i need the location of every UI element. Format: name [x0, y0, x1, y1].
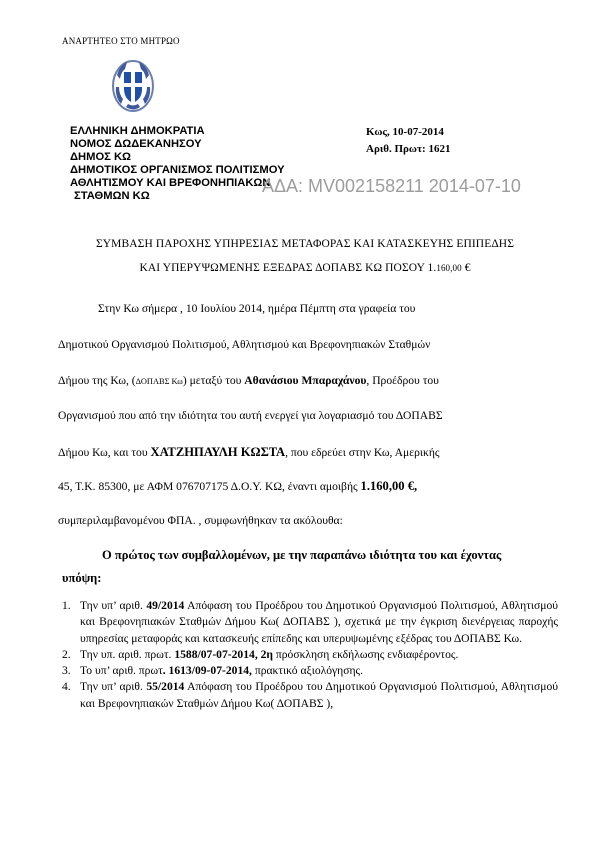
fee-amount: 1.160,00 €,	[360, 479, 418, 493]
header-line: ΑΘΛΗΤΙΣΜΟΥ ΚΑΙ ΒΡΕΦΟΝΗΠΙΑΚΩΝ	[70, 177, 271, 189]
paragraph-line: Στην Κω σήμερα , 10 Ιουλίου 2014, ημέρα Πέμπτη στα γραφεία του	[98, 302, 416, 315]
contract-title	[40, 232, 570, 280]
president-name: Αθανάσιου Μπαραχάνου	[244, 374, 367, 387]
considerations-list	[62, 598, 558, 712]
list-item: 3. Το υπ’ αριθ. πρωτ. 1613/09-07-2014, πρακτικό αξιολόγησης.	[62, 664, 364, 678]
greek-coat-of-arms-icon	[111, 57, 155, 115]
list-item: 2. Την υπ. αριθ. πρωτ. 1588/07-07-2014, 2η πρόσκληση εκδήλωσης ενδιαφέροντος.	[62, 647, 459, 661]
paragraph-line: συμπεριλαμβανομένου ΦΠΑ. , συμφωνήθηκαν τα ακόλουθα:	[58, 514, 343, 527]
document-date: Κως, 10-07-2014	[366, 126, 444, 138]
header-line: ΔΗΜΟΤΙΚΟΣ ΟΡΓΑΝΙΣΜΟΣ ΠΟΛΙΤΙΣΜΟΥ	[70, 164, 285, 176]
paragraph-line: Δήμου Κω, και του ΧΑΤΖΗΠΑΥΛΗ ΚΩΣΤΑ, που εδρεύει στην Κω, Αμερικής	[58, 445, 440, 459]
protocol-number: Αριθ. Πρωτ: 1621	[366, 143, 451, 155]
title-line-1: ΣΥΜΒΑΣΗ ΠΑΡΟΧΗΣ ΥΠΗΡΕΣΙΑΣ ΜΕΤΑΦΟΡΑΣ ΚΑΙ ΚΑΤΑΣΚΕΥΗΣ ΕΠΙΠΕΔΗΣ	[95, 238, 515, 250]
list-item: 1. Την υπ’ αριθ. 49/2014 Απόφαση του Προέδρου του Δημοτικού Οργανισμού Πολιτισμού, Αθλητισμού και Βρεφονηπιακών Σταθμών Δήμου Κω( ΔΟΠΑΒΣ ), σχετικά με την έγκριση διενέργειας παροχής υπηρεσίας μεταφοράς και κατασκευής επίπεδης και υπερυψωμένης εξέδρας του ΔΟΠΑΒΣ Κω.	[62, 599, 558, 645]
paragraph-line: Οργανισμού που από την ιδιότητα του αυτή ενεργεί για λογαριασμό του ΔΟΠΑΒΣ	[58, 409, 443, 422]
title-line-2: ΚΑΙ ΥΠΕΡΥΨΩΜΕΝΗΣ ΕΞΕΔΡΑΣ ΔΟΠΑΒΣ ΚΩ ΠΟΣΟΥ 1.160,00 €	[139, 262, 471, 274]
paragraph-line: 45, Τ.Κ. 85300, με ΑΦΜ 076707175 Δ.Ο.Υ. ΚΩ, έναντι αμοιβής 1.160,00 €,	[58, 479, 418, 493]
date-protocol-block	[366, 124, 450, 158]
first-party-heading-cont: υπόψη:	[62, 571, 102, 585]
header-line: ΔΗΜΟΣ ΚΩ	[70, 151, 132, 163]
paragraph-line: Δήμου της Κω, (ΔΟΠΑΒΣ Κω) μεταξύ του Αθανάσιου Μπαραχάνου, Προέδρου του	[58, 374, 439, 387]
first-party-heading: Ο πρώτος των συμβαλλομένων, με την παραπάνω ιδιότητα του και έχοντας	[102, 548, 502, 562]
list-item: 4. Την υπ’ αριθ. 55/2014 Απόφαση του Προέδρου του Δημοτικού Οργανισμού Πολιτισμού, Αθλητισμού και Βρεφονηπιακών Σταθμών Δήμου Κω( ΔΟΠΑΒΣ ),	[62, 680, 558, 710]
paragraph-line: Δημοτικού Οργανισμού Πολιτισμού, Αθλητισμού και Βρεφονηπιακών Σταθμών	[58, 338, 431, 351]
ada-watermark: ΑΔΑ: MV002158211 2014-07-10	[262, 176, 521, 196]
registry-note: ΑΝΑΡΤΗΤΕΟ ΣΤΟ ΜΗΤΡΩΟ	[62, 36, 180, 46]
contractor-name: ΧΑΤΖΗΠΑΥΛΗ ΚΩΣΤΑ	[150, 445, 286, 459]
issuer-header	[70, 125, 285, 203]
header-line: ΣΤΑΘΜΩΝ ΚΩ	[74, 190, 150, 202]
header-line: ΕΛΛΗΝΙΚΗ ΔΗΜΟΚΡΑΤΙΑ	[70, 125, 205, 137]
header-line: ΝΟΜΟΣ ΔΩΔΕΚΑΝΗΣΟΥ	[70, 138, 202, 150]
